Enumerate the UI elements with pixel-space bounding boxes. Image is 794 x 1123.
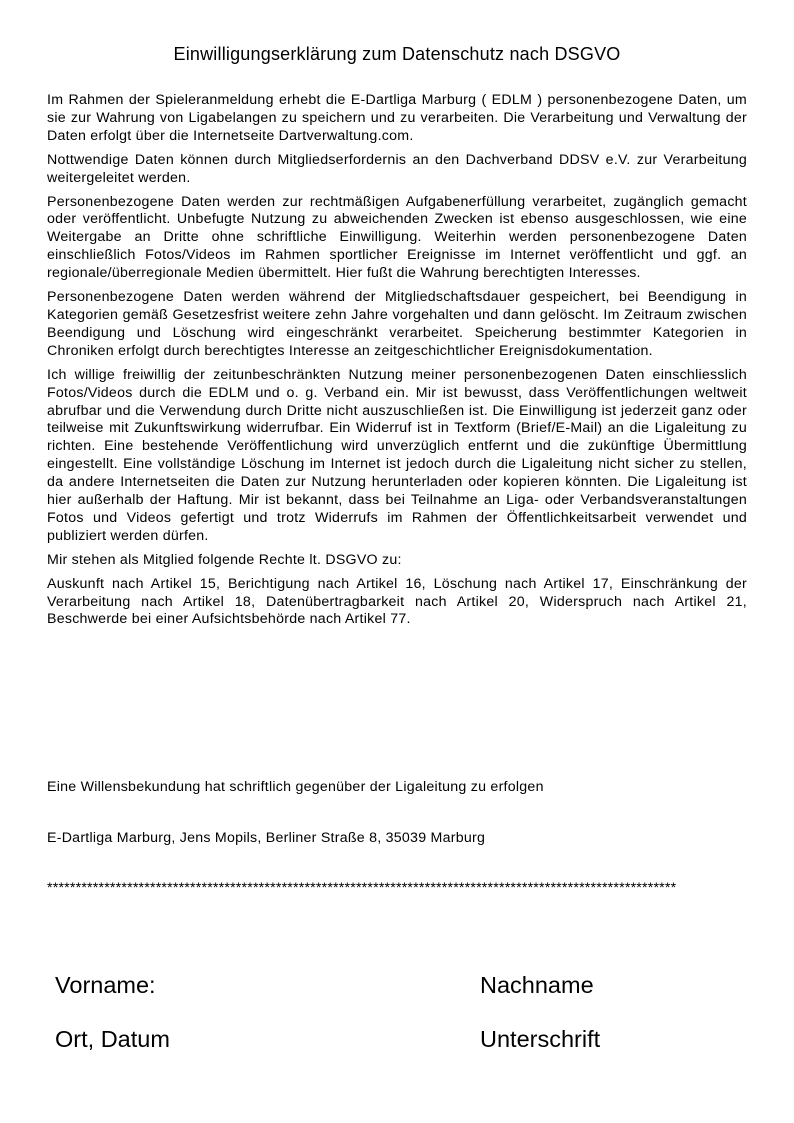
place-date-label: Ort, Datum: [55, 1026, 170, 1052]
paragraph-data-collection: Im Rahmen der Spieleranmeldung erhebt die E-Dartliga Marburg ( EDLM ) personenbezogene Daten, um sie zur Wahrung von Ligabelangen zu speichern und zu verarbeiten. Die Verarbeitung und Verwaltung der Daten erfolgt über die Internetseite Dartverwaltung.com.: [47, 92, 747, 144]
first-name-label: Vorname:: [55, 972, 156, 998]
notice-line: Eine Willensbekundung hat schriftlich gegenüber der Ligaleitung zu erfolgen: [47, 779, 544, 795]
document-title: Einwilligungserklärung zum Datenschutz nach DSGVO: [173, 44, 621, 64]
signature-label: Unterschrift: [480, 1026, 601, 1052]
paragraph-rights-list: Auskunft nach Artikel 15, Berichtigung nach Artikel 16, Löschung nach Artikel 17, Einschränkung der Verarbeitung nach Artikel 18, Datenübertragbarkeit nach Artikel 20, Widerspruch nach Artikel 21, Beschwerde bei einer Aufsichtsbehörde nach Artikel 77.: [47, 575, 747, 628]
document-body: [47, 92, 747, 635]
paragraph-umbrella-association: Nottwendige Daten können durch Mitgliedserfordernis an den Dachverband DDSV e.V. zur Verarbeitung weitergeleitet werden.: [47, 151, 747, 186]
paragraph-retention: Personenbezogene Daten werden während der Mitgliedschaftsdauer gespeichert, bei Beendigung in Kategorien gemäß Gesetzesfrist weitere zehn Jahre vorgehalten und dann gelöscht. Im Zeitraum zwischen Beendigung und Löschung wird eingeschränkt verarbeitet. Speicherung bestimmter Kategorien in Chroniken erfolgt durch berechtigtes Interesse an zeitgeschichtlicher Ereignisdokumentation.: [47, 289, 747, 359]
paragraph-rights-intro: Mir stehen als Mitglied folgende Rechte lt. DSGVO zu:: [47, 551, 402, 568]
address-line: E-Dartliga Marburg, Jens Mopils, Berliner Straße 8, 35039 Marburg: [47, 830, 486, 846]
last-name-label: Nachname: [480, 972, 594, 998]
paragraph-lawful-processing: Personenbezogene Daten werden zur rechtmäßigen Aufgabenerfüllung verarbeitet, zugänglich gemacht oder veröffentlicht. Unbefugte Nutzung zu abweichenden Zwecken ist ebenso ausgeschlossen, wie eine Weitergabe an Dritte ohne schriftliche Einwilligung. Weiterhin werden personenbezogene Daten einschließlich Fotos/Videos im Rahmen sportlicher Ereignisse im Internet veröffentlicht und ggf. an regionale/überregionale Medien übermittelt. Hier fußt die Wahrung berechtigten Interesses.: [47, 193, 747, 282]
paragraph-consent: Ich willige freiwillig der zeitunbeschränkten Nutzung meiner personenbezogenen Daten einschliesslich Fotos/Videos durch die EDLM und o. g. Verband ein. Mir ist bewusst, dass Veröffentlichungen weltweit abrufbar und die Verwendung durch Dritte nicht auszuschließen ist. Die Einwilligung ist jederzeit ganz oder teilweise mit Zukunftswirkung widerrufbar. Ein Widerruf ist in Textform (Brief/E-Mail) an die Ligaleitung zu richten. Eine bestehende Veröffentlichung wird unverzüglich entfernt und die zukünftige Übermittlung eingestellt. Eine vollständige Löschung im Internet ist jedoch durch die Ligaleitung nicht sicher zu stellen, da andere Internetseiten die Daten zur Nutzung herunterladen oder kopieren könnten. Die Ligaleitung ist hier außerhalb der Haftung. Mir ist bekannt, dass bei Teilnahme an Liga- oder Verbandsveranstaltungen Fotos und Videos gefertigt und trotz Widerrufs im Rahmen der Öffentlichkeitsarbeit verwendet und publiziert werden dürfen.: [47, 366, 747, 544]
separator-line: **************************************************************************************************************: [47, 880, 677, 896]
